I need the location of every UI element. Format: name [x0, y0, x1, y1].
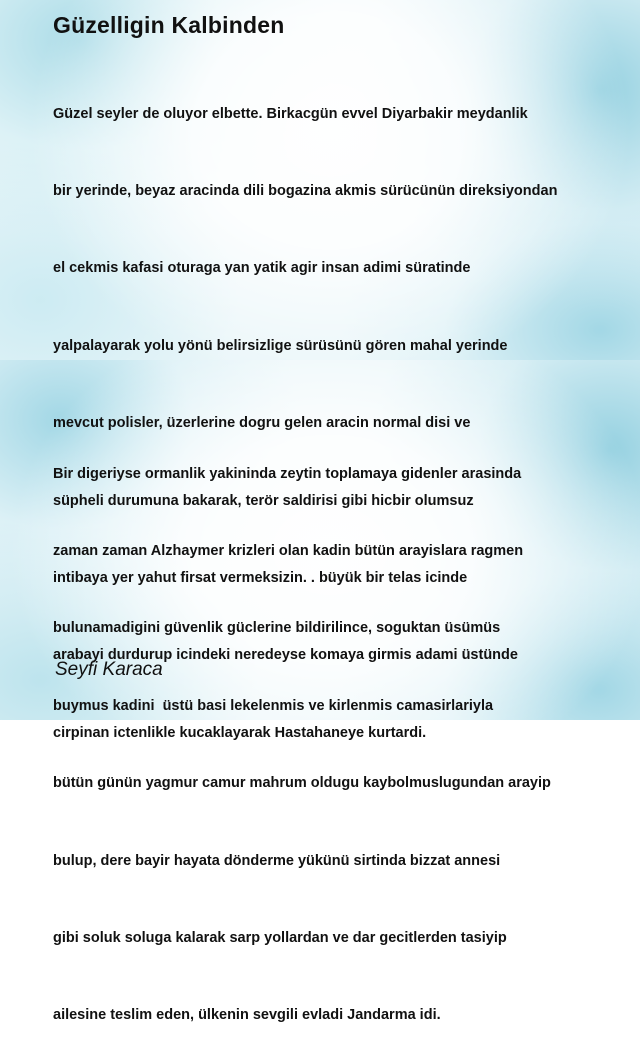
poem-line: intibaya yer yahut firsat vermeksizin. . büyük bir telas icinde: [53, 569, 468, 586]
poem-line: cirpinan ictenlikle kucaklayarak Hastahaneye kurtardi.: [53, 724, 427, 741]
poem-line: bulup, dere bayir hayata dönderme yükünü sirtinda bizzat annesi: [53, 852, 501, 869]
poem-line: bulunamadigini güvenlik güclerine bildirilince, soguktan üsümüs: [53, 620, 501, 637]
poem-title: Güzelligin Kalbinden: [53, 12, 285, 38]
poem-line: zaman zaman Alzhaymer krizleri olan kadin bütün arayislara ragmen: [53, 542, 524, 559]
poem-author: Seyfi Karaca: [55, 659, 163, 680]
poem-line: arabayi durdurup icindeki neredeyse komaya girmis adami üstünde: [53, 647, 518, 664]
poem-line: Güzel seyler de oluyor elbette. Birkacgün evvel Diyarbakir meydanlik: [53, 105, 528, 122]
poem-line: mevcut polisler, üzerlerine dogru gelen aracin normal disi ve: [53, 415, 471, 432]
poem-line: bir yerinde, beyaz aracinda dili bogazina akmis sürücünün direksiyondan: [53, 182, 558, 199]
poem-line: yalpalayarak yolu yönü belirsizlige sürüsünü gören mahal yerinde: [53, 337, 508, 354]
poem-line: gibi soluk soluga kalarak sarp yollardan ve dar gecitlerden tasiyip: [53, 929, 507, 946]
poem-line: süpheli durumuna bakarak, terör saldirisi gibi hicbir olumsuz: [53, 492, 474, 509]
poem-stanza-2: [53, 410, 551, 1055]
poem-line: ailesine teslim eden, ülkenin sevgili evladi Jandarma idi.: [53, 1007, 441, 1024]
poem-line: el cekmis kafasi oturaga yan yatik agir insan adimi süratinde: [53, 260, 471, 277]
poem-line: bütün günün yagmur camur mahrum oldugu kaybolmuslugundan arayip: [53, 775, 551, 792]
poem-line: Bir digeriyse ormanlik yakininda zeytin toplamaya gidenler arasinda: [53, 465, 522, 482]
poem-line: buymus kadini üstü basi lekelenmis ve kirlenmis camasirlariyla: [53, 697, 494, 714]
